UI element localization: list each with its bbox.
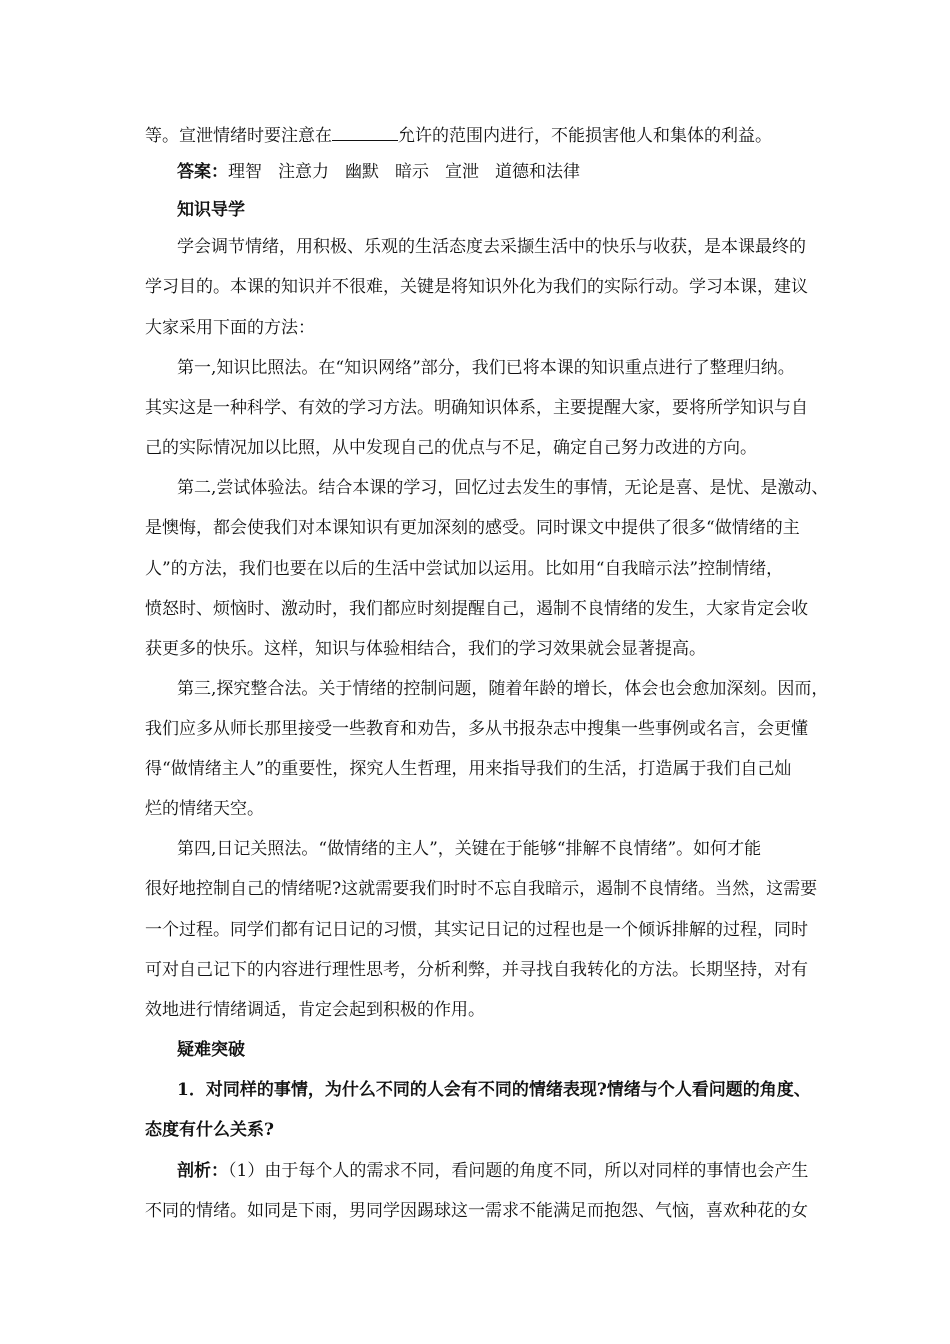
answer-item: 注意力 bbox=[278, 162, 329, 182]
text-line: 己的实际情况加以比照，从中发现自己的优点与不足，确定自己努力改进的方向。 bbox=[145, 438, 757, 458]
question-line: 1．对同样的事情，为什么不同的人会有不同的情绪表现?情绪与个人看问题的角度、 bbox=[177, 1080, 811, 1100]
text-line: 第二,尝试体验法。结合本课的学习，回忆过去发生的事情，无论是喜、是忧、是激动、 bbox=[177, 478, 829, 498]
text-line: 大家采用下面的方法： bbox=[145, 318, 315, 338]
text-line bbox=[145, 125, 805, 147]
answer-line bbox=[177, 161, 805, 183]
text-line: 学会调节情绪，用积极、乐观的生活态度去采撷生活中的快乐与收获，是本课最终的 bbox=[177, 237, 806, 257]
answer-item: 幽默 bbox=[345, 162, 379, 182]
text-line: 第一,知识比照法。在“知识网络”部分，我们已将本课的知识重点进行了整理归纳。 bbox=[177, 358, 795, 378]
text-segment: 允许的范围内进行，不能损害他人和集体的利益。 bbox=[398, 126, 772, 146]
answer-label: 答案： bbox=[177, 162, 228, 182]
text-line: 得“做情绪主人”的重要性，探究人生哲理，用来指导我们的生活，打造属于我们自己灿 bbox=[145, 759, 792, 779]
text-line: 很好地控制自己的情绪呢?这就需要我们时时不忘自我暗示，遏制不良情绪。当然，这需要 bbox=[145, 879, 818, 899]
text-line: 第四,日记关照法。“做情绪的主人”，关键在于能够“排解不良情绪”。如何才能 bbox=[177, 839, 762, 859]
answer-item: 暗示 bbox=[395, 162, 429, 182]
text-line: 效地进行情绪调适，肯定会起到积极的作用。 bbox=[145, 1000, 485, 1020]
text-segment: 等。宣泄情绪时要注意在 bbox=[145, 126, 332, 146]
text-line: 学习目的。本课的知识并不很难，关键是将知识外化为我们的实际行动。学习本课，建议 bbox=[145, 277, 808, 297]
text-line: 人”的方法，我们也要在以后的生活中尝试加以运用。比如用“自我暗示法”控制情绪， bbox=[145, 559, 784, 579]
text-line: 是懊悔，都会使我们对本课知识有更加深刻的感受。同时课文中提供了很多“做情绪的主 bbox=[145, 518, 800, 538]
answer-item: 道德和法律 bbox=[495, 162, 580, 182]
text-line: 第三,探究整合法。关于情绪的控制问题，随着年龄的增长，体会也会愈加深刻。因而， bbox=[177, 679, 829, 699]
question-line: 态度有什么关系? bbox=[145, 1120, 274, 1140]
section-heading: 知识导学 bbox=[177, 200, 245, 220]
text-segment: （1）由于每个人的需求不同，看问题的角度不同，所以对同样的事情也会产生 bbox=[228, 1161, 809, 1181]
text-line: 我们应多从师长那里接受一些教育和劝告，多从书报杂志中搜集一些事例或名言，会更懂 bbox=[145, 719, 808, 739]
text-line: 一个过程。同学们都有记日记的习惯，其实记日记的过程也是一个倾诉排解的过程，同时 bbox=[145, 920, 808, 940]
analysis-label: 剖析： bbox=[177, 1161, 228, 1181]
analysis-line bbox=[177, 1160, 809, 1182]
text-line: 其实这是一种科学、有效的学习方法。明确知识体系，主要提醒大家，要将所学知识与自 bbox=[145, 398, 808, 418]
section-heading: 疑难突破 bbox=[177, 1040, 245, 1060]
text-line: 获更多的快乐。这样，知识与体验相结合，我们的学习效果就会显著提高。 bbox=[145, 639, 706, 659]
blank-underline bbox=[332, 125, 398, 141]
answer-item: 理智 bbox=[228, 162, 262, 182]
text-line: 可对自己记下的内容进行理性思考，分析利弊，并寻找自我转化的方法。长期坚持，对有 bbox=[145, 960, 808, 980]
answer-item: 宣泄 bbox=[445, 162, 479, 182]
text-line: 不同的情绪。如同是下雨，男同学因踢球这一需求不能满足而抱怨、气恼，喜欢种花的女 bbox=[145, 1201, 808, 1221]
text-line: 烂的情绪天空。 bbox=[145, 799, 264, 819]
text-line: 愤怒时、烦恼时、激动时，我们都应时刻提醒自己，遏制不良情绪的发生，大家肯定会收 bbox=[145, 599, 808, 619]
